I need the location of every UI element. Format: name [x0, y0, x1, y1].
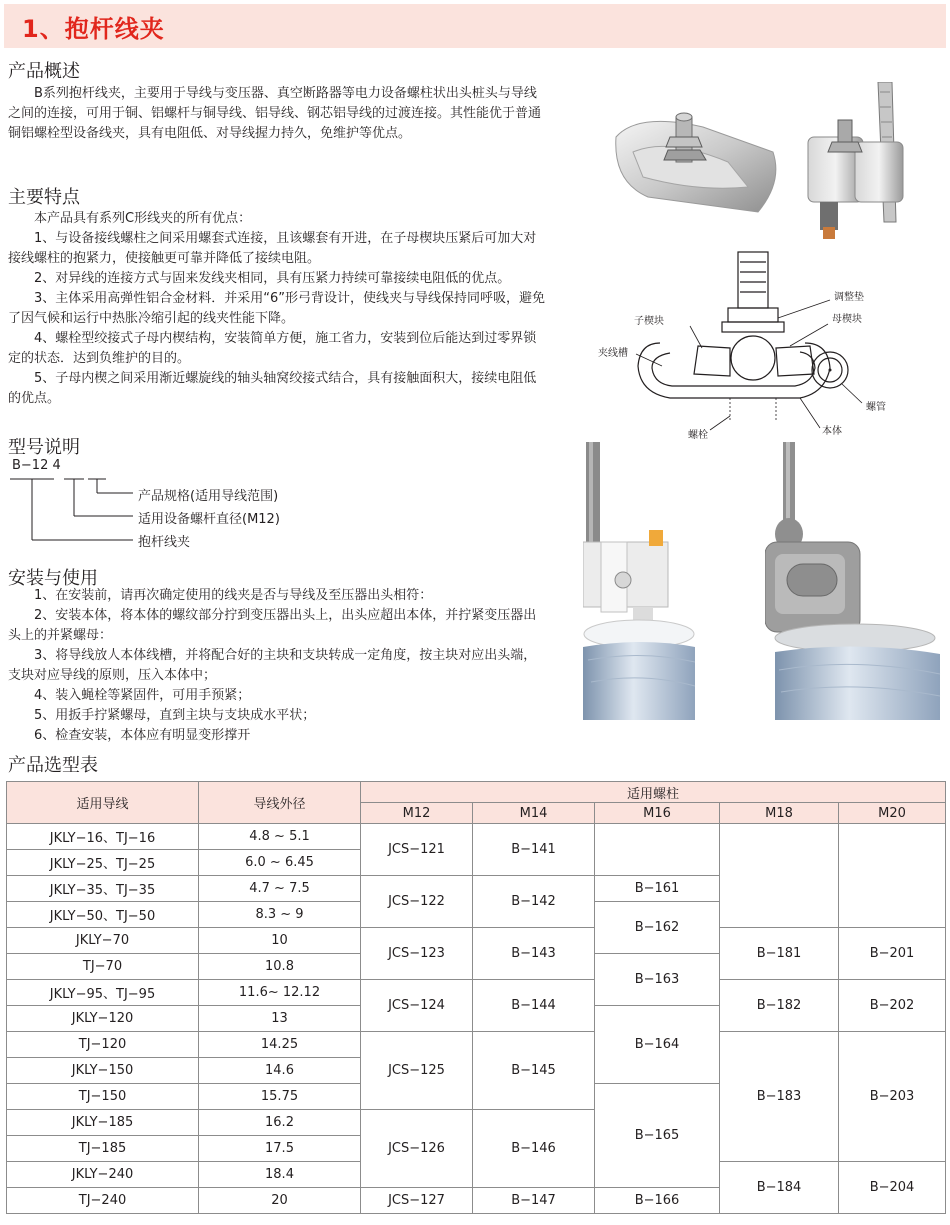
- table-row: [7, 824, 946, 850]
- cell-m16: B−165: [595, 1084, 720, 1188]
- label-body: 本体: [822, 426, 842, 437]
- header-m18: M18: [720, 803, 839, 824]
- cell-m20-empty: [839, 824, 946, 928]
- installed-clamp-photo-right: [765, 442, 945, 720]
- cell-wire: JKLY−240: [7, 1162, 199, 1188]
- cell-diameter: 11.6~ 12.12: [199, 980, 361, 1006]
- cell-m18: B−184: [720, 1162, 839, 1214]
- table-row: [7, 1032, 946, 1058]
- model-bracket-lines: [8, 474, 143, 549]
- label-sub-wedge: 子楔块: [634, 316, 664, 327]
- cell-m20: B−202: [839, 980, 946, 1032]
- header-m16: M16: [595, 803, 720, 824]
- cell-wire: TJ−150: [7, 1084, 199, 1110]
- cell-m18: B−182: [720, 980, 839, 1032]
- cell-wire: TJ−70: [7, 954, 199, 980]
- header-diameter: 导线外径: [199, 782, 361, 824]
- cell-wire: JKLY−95、TJ−95: [7, 980, 199, 1006]
- label-bolt: 螺栓: [688, 430, 708, 441]
- cell-m20: B−201: [839, 928, 946, 980]
- install-item: 3、将导线放人本体线槽，并将配合好的主块和支块转成一定角度，按主块对应出头端，支块对应导线的原则，压入本体中；: [8, 648, 537, 683]
- clamp-wire-photo: [800, 82, 920, 242]
- cell-m16: B−163: [595, 954, 720, 1006]
- header-m12: M12: [361, 803, 473, 824]
- cell-m16-empty: [595, 824, 720, 876]
- cell-m12: JCS−126: [361, 1110, 473, 1188]
- cell-wire: TJ−120: [7, 1032, 199, 1058]
- features-list: [8, 209, 548, 409]
- cell-diameter: 13: [199, 1006, 361, 1032]
- install-item: 2、安装本体，将本体的螺纹部分拧到变压器出头上，出头应超出本体，并拧紧变压器出头上的并紧螺母：: [8, 608, 537, 643]
- cell-diameter: 10: [199, 928, 361, 954]
- cell-diameter: 6.0 ~ 6.45: [199, 850, 361, 876]
- cell-diameter: 17.5: [199, 1136, 361, 1162]
- cell-diameter: 4.8 ~ 5.1: [199, 824, 361, 850]
- cell-m14: B−147: [473, 1188, 595, 1214]
- feature-item: 2、对异线的连接方式与固来发线夹相同，具有压紧力持续可靠接续电阻低的优点。: [34, 271, 511, 286]
- feature-item: 5、子母内楔之间采用渐近螺旋线的轴头轴窝绞接式结合，具有接触面积大，接续电阻低的优点。: [8, 371, 537, 406]
- cell-wire: JKLY−35、TJ−35: [7, 876, 199, 902]
- table-heading: 产品选型表: [8, 755, 98, 776]
- install-heading: 安装与使用: [8, 568, 98, 589]
- selection-table: [6, 781, 946, 1214]
- cell-wire: TJ−240: [7, 1188, 199, 1214]
- label-adjust-pad: 调整垫: [834, 292, 864, 303]
- cell-m14: B−141: [473, 824, 595, 876]
- table-row: [7, 980, 946, 1006]
- cell-wire: JKLY−70: [7, 928, 199, 954]
- label-groove: 夹线槽: [598, 348, 628, 359]
- table-row: [7, 928, 946, 954]
- model-code: B−12 4: [12, 458, 61, 473]
- cell-wire: JKLY−185: [7, 1110, 199, 1136]
- install-list: [8, 586, 548, 746]
- cell-m14: B−146: [473, 1110, 595, 1188]
- section-title: 1、抱杆线夹: [22, 15, 165, 43]
- feature-item: 3、主体采用高弹性铝合金材料．并采用“6”形弓背设计，使线夹与导线保持同呼吸，避免了因气候和运行中热胀冷缩引起的线夹性能下降。: [8, 291, 546, 326]
- cell-m18: B−183: [720, 1032, 839, 1162]
- cell-diameter: 4.7 ~ 7.5: [199, 876, 361, 902]
- cell-wire: JKLY−50、TJ−50: [7, 902, 199, 928]
- cell-m12: JCS−124: [361, 980, 473, 1032]
- cell-m16: B−166: [595, 1188, 720, 1214]
- feature-item: 1、与设备接线螺柱之间采用螺套式连接，且该螺套有开进，在子母楔块压紧后可加大对接线螺柱的抱紧力，使接触更可靠并降低了接续电阻。: [8, 231, 537, 266]
- cell-m12: JCS−122: [361, 876, 473, 928]
- cell-diameter: 15.75: [199, 1084, 361, 1110]
- cell-m20: B−203: [839, 1032, 946, 1162]
- clamp-photo: [608, 92, 784, 222]
- cell-m12: JCS−127: [361, 1188, 473, 1214]
- cell-diameter: 8.3 ~ 9: [199, 902, 361, 928]
- cell-m14: B−145: [473, 1032, 595, 1110]
- section-title-bar: [4, 4, 946, 48]
- cell-diameter: 14.25: [199, 1032, 361, 1058]
- cell-wire: TJ−185: [7, 1136, 199, 1162]
- install-item: 4、装入蝇栓等紧固件，可用手预紧；: [34, 688, 251, 703]
- cell-m18-empty: [720, 824, 839, 928]
- cell-diameter: 10.8: [199, 954, 361, 980]
- installed-clamp-photo-left: [583, 442, 763, 720]
- cell-m14: B−144: [473, 980, 595, 1032]
- cell-diameter: 18.4: [199, 1162, 361, 1188]
- cell-m14: B−143: [473, 928, 595, 980]
- cell-m16: B−162: [595, 902, 720, 954]
- cell-wire: JKLY−120: [7, 1006, 199, 1032]
- cell-diameter: 20: [199, 1188, 361, 1214]
- model-label-diameter: 适用设备螺杆直径(M12): [138, 512, 280, 527]
- overview-heading: 产品概述: [8, 61, 80, 82]
- cell-m12: JCS−125: [361, 1032, 473, 1110]
- cell-m16: B−164: [595, 1006, 720, 1084]
- model-heading: 型号说明: [8, 437, 80, 458]
- header-m20: M20: [839, 803, 946, 824]
- cell-wire: JKLY−16、TJ−16: [7, 824, 199, 850]
- features-heading: 主要特点: [8, 187, 80, 208]
- install-item: 1、在安装前，请再次确定使用的线夹是否与导线及至压器出头相符：: [34, 588, 433, 603]
- cell-m12: JCS−123: [361, 928, 473, 980]
- clamp-cross-section-diagram: [590, 248, 910, 443]
- cell-diameter: 16.2: [199, 1110, 361, 1136]
- feature-item: 本产品具有系列C形线夹的所有优点：: [34, 211, 252, 226]
- overview-text: B系列抱杆线夹，主要用于导线与变压器、真空断路器等电力设备螺柱状出头桩头与导线之间的连接，可用于铜、铝螺杆与铜导线、铝导线、钢芯铝导线的过渡连接。其性能优于普通铜铝螺栓型设备线夹，具有电阻低、对导线握力持久，免维护等优点。: [8, 86, 542, 141]
- header-wire: 适用导线: [7, 782, 199, 824]
- feature-item: 4、螺栓型绞接式子母内楔结构，安装简单方便，施工省力，安装到位后能达到过零界锁定的状态．达到负维护的目的。: [8, 331, 537, 366]
- cell-m16: B−161: [595, 876, 720, 902]
- cell-wire: JKLY−150: [7, 1058, 199, 1084]
- overview-text-block: [8, 84, 548, 144]
- model-label-type: 抱杆线夹: [138, 535, 191, 550]
- cell-diameter: 14.6: [199, 1058, 361, 1084]
- install-item: 6、检查安装，本体应有明显变形撑开: [34, 728, 251, 743]
- label-main-wedge: 母楔块: [832, 314, 862, 325]
- label-tube: 螺管: [866, 402, 886, 413]
- cell-m18: B−181: [720, 928, 839, 980]
- cell-m14: B−142: [473, 876, 595, 928]
- cell-m20: B−204: [839, 1162, 946, 1214]
- header-m14: M14: [473, 803, 595, 824]
- cell-m12: JCS−121: [361, 824, 473, 876]
- header-stud: 适用螺柱: [361, 782, 946, 803]
- cell-wire: JKLY−25、TJ−25: [7, 850, 199, 876]
- model-label-spec: 产品规格(适用导线范围): [138, 489, 279, 504]
- install-item: 5、用扳手拧紧螺母，直到主块与支块成水平状；: [34, 708, 316, 723]
